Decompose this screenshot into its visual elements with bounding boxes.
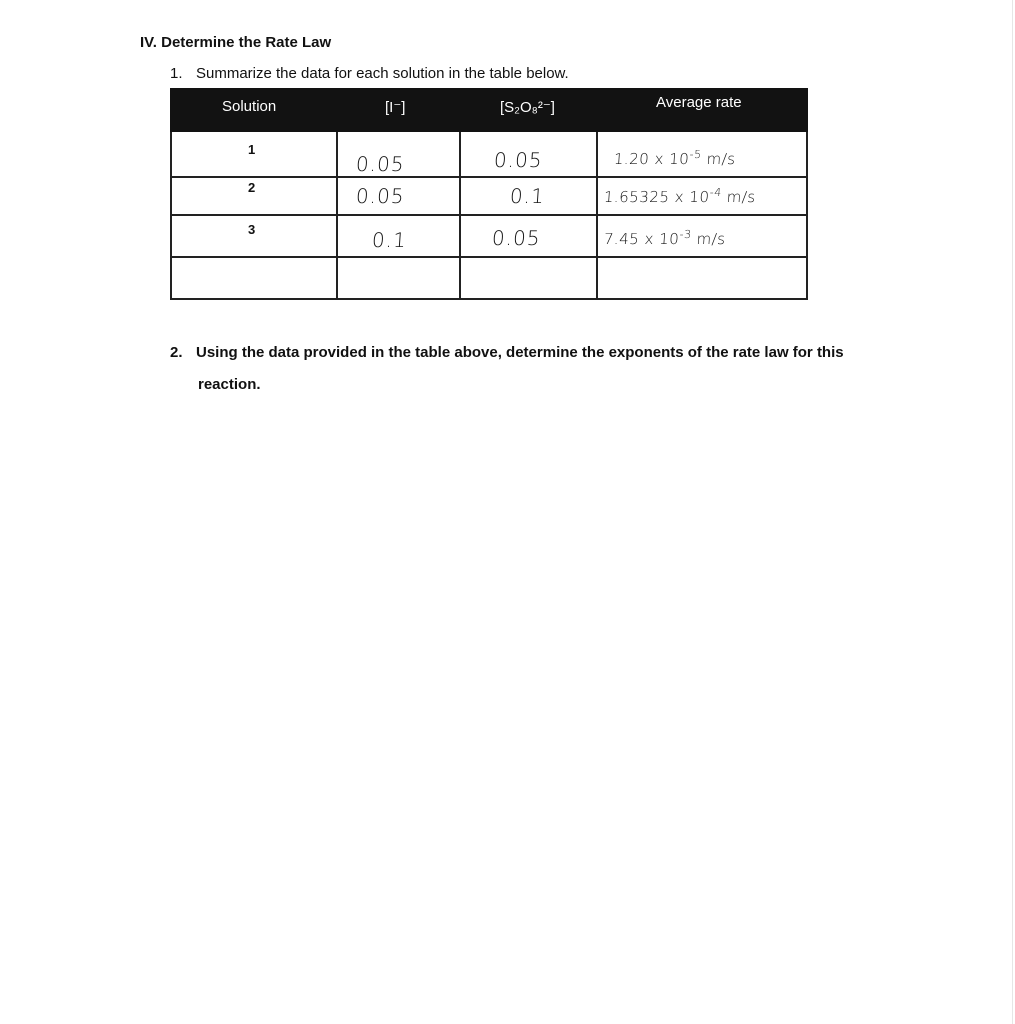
column-divider	[596, 216, 598, 258]
solution-number: 3	[248, 222, 256, 237]
column-divider	[596, 132, 598, 178]
rate-value	[603, 186, 756, 206]
column-divider	[459, 258, 461, 300]
persulfate-value: 0.1	[509, 184, 546, 208]
iodide-value: 0.05	[355, 152, 406, 176]
header-iodide: [I⁻]	[385, 99, 406, 116]
header-persulfate: [S₂O₈²⁻]	[500, 99, 555, 116]
iodide-value: 0.05	[355, 184, 406, 208]
table-row	[170, 258, 808, 300]
question-2-continuation: reaction.	[198, 376, 261, 393]
question-2-text: Using the data provided in the table above, determine the exponents of the rate law for this	[196, 344, 844, 361]
header-average-rate: Average rate	[656, 94, 742, 111]
column-divider	[336, 132, 338, 178]
rate-exponent: -3	[679, 228, 693, 241]
rate-unit: m/s	[726, 188, 757, 206]
question-2-number: 2.	[170, 344, 183, 361]
solution-number: 1	[248, 142, 256, 157]
column-divider	[336, 216, 338, 258]
rate-data-table	[170, 88, 808, 300]
iodide-value: 0.1	[371, 228, 408, 252]
question-1	[170, 65, 569, 82]
header-solution: Solution	[222, 98, 277, 115]
question-1-text: Summarize the data for each solution in the table below.	[196, 65, 569, 82]
section-title: IV. Determine the Rate Law	[140, 34, 332, 51]
rate-value	[603, 228, 726, 248]
rate-unit: m/s	[695, 230, 727, 248]
table-row	[170, 216, 808, 258]
column-divider	[459, 216, 461, 258]
page-edge	[1012, 0, 1013, 1024]
question-2	[170, 337, 850, 401]
solution-number: 2	[248, 180, 256, 195]
rate-value	[613, 148, 736, 168]
column-divider	[459, 178, 461, 216]
column-divider	[596, 258, 598, 300]
persulfate-value: 0.05	[493, 148, 544, 172]
rate-exponent: -4	[709, 186, 723, 199]
column-divider	[459, 132, 461, 178]
table-header	[170, 88, 808, 132]
table-row	[170, 178, 808, 216]
rate-base: 1.65325 x 10	[603, 188, 711, 206]
table-row	[170, 132, 808, 178]
column-divider	[596, 178, 598, 216]
rate-exponent: -5	[689, 148, 703, 161]
column-divider	[336, 178, 338, 216]
rate-base: 1.20 x 10	[613, 150, 690, 168]
persulfate-value: 0.05	[491, 226, 542, 250]
column-divider	[336, 258, 338, 300]
question-1-number: 1.	[170, 65, 183, 82]
rate-unit: m/s	[705, 150, 737, 168]
rate-base: 7.45 x 10	[603, 230, 680, 248]
